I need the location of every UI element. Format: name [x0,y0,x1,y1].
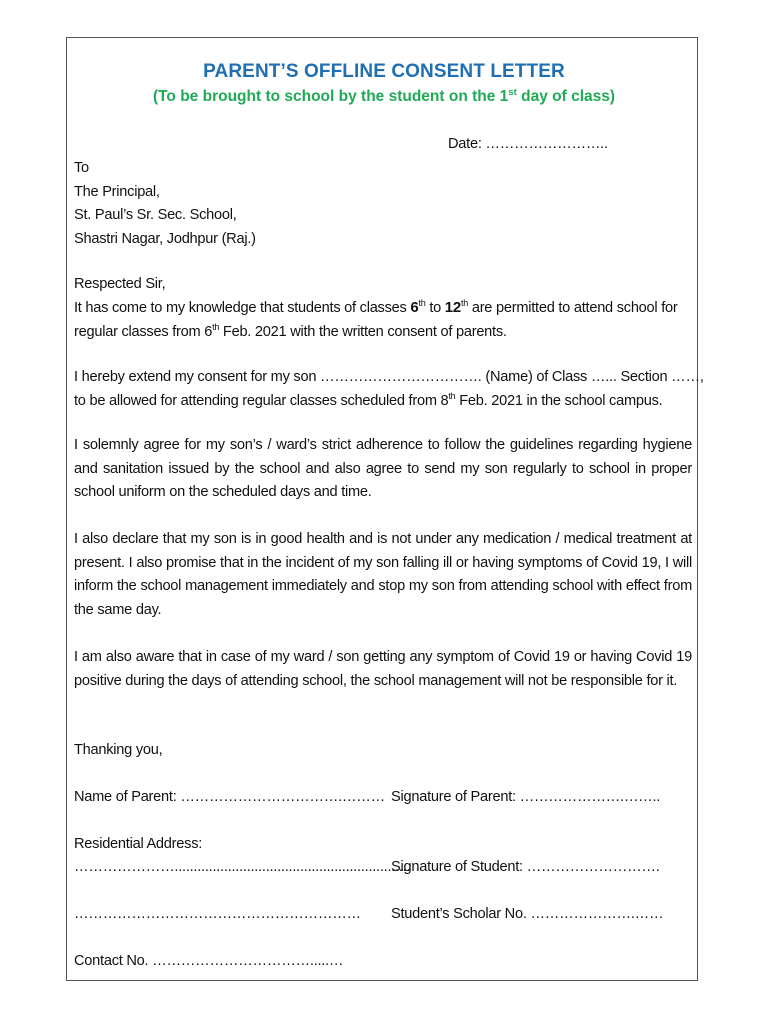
address-to: To [74,160,89,176]
closing: Thanking you, [74,742,163,758]
address-school: St. Paul’s Sr. Sec. School, [74,207,237,223]
parent-signature-field: Signature of Parent: ………………….…….. [391,789,661,805]
letter-title: PARENT’S OFFLINE CONSENT LETTER [203,61,565,82]
letter-subtitle: (To be brought to school by the student on the 1st day of class) [152,86,616,105]
parent-name-field: Name of Parent: …………………………….……… [74,789,385,805]
paragraph-1-line-2: regular classes from 6th Feb. 2021 with the written consent of parents. [74,322,507,340]
paragraph-5: I am also aware that in case of my ward / son getting any symptom of Covid 19 or having Covid 19 positive during the days of attending school, the school management will not be responsible for it. [74,649,692,689]
student-signature-field: Signature of Student: ………………………. [391,859,660,875]
paragraph-4: I also declare that my son is in good health and is not under any medication / medical treatment at present. I also promise that in the incident of my son falling ill or having symptoms of Covid 19, I will inform the school management immediately and stop my son from attending school with effect from the same day. [74,531,692,618]
paragraph-2-line-2: to be allowed for attending regular classes scheduled from 8th Feb. 2021 in the school campus. [74,391,663,409]
residential-address-label: Residential Address: [74,836,203,852]
scholar-number-field: Student’s Scholar No. ………………….…… [391,906,664,922]
address-principal: The Principal, [74,184,160,200]
paragraph-2-line-1: I hereby extend my consent for my son ……………………………. (Name) of Class …... Section ……, [74,369,704,385]
address-line-2: …………………………………………………… [74,906,361,922]
address-line-1: ………………….............................................................. [74,859,411,875]
contact-number-field: Contact No. …………………………….....… [74,953,344,969]
address-location: Shastri Nagar, Jodhpur (Raj.) [74,231,256,247]
paragraph-3: I solemnly agree for my son’s / ward’s strict adherence to follow the guidelines regarding hygiene and sanitation issued by the school and also agree to send my son regularly to school in proper school uniform on the scheduled days and time. [74,437,692,501]
salutation: Respected Sir, [74,276,166,292]
date-line: Date: …………………….. [448,136,608,152]
paragraph-1-line-1: It has come to my knowledge that students of classes 6th to 12th are permitted to attend school for [74,298,678,316]
